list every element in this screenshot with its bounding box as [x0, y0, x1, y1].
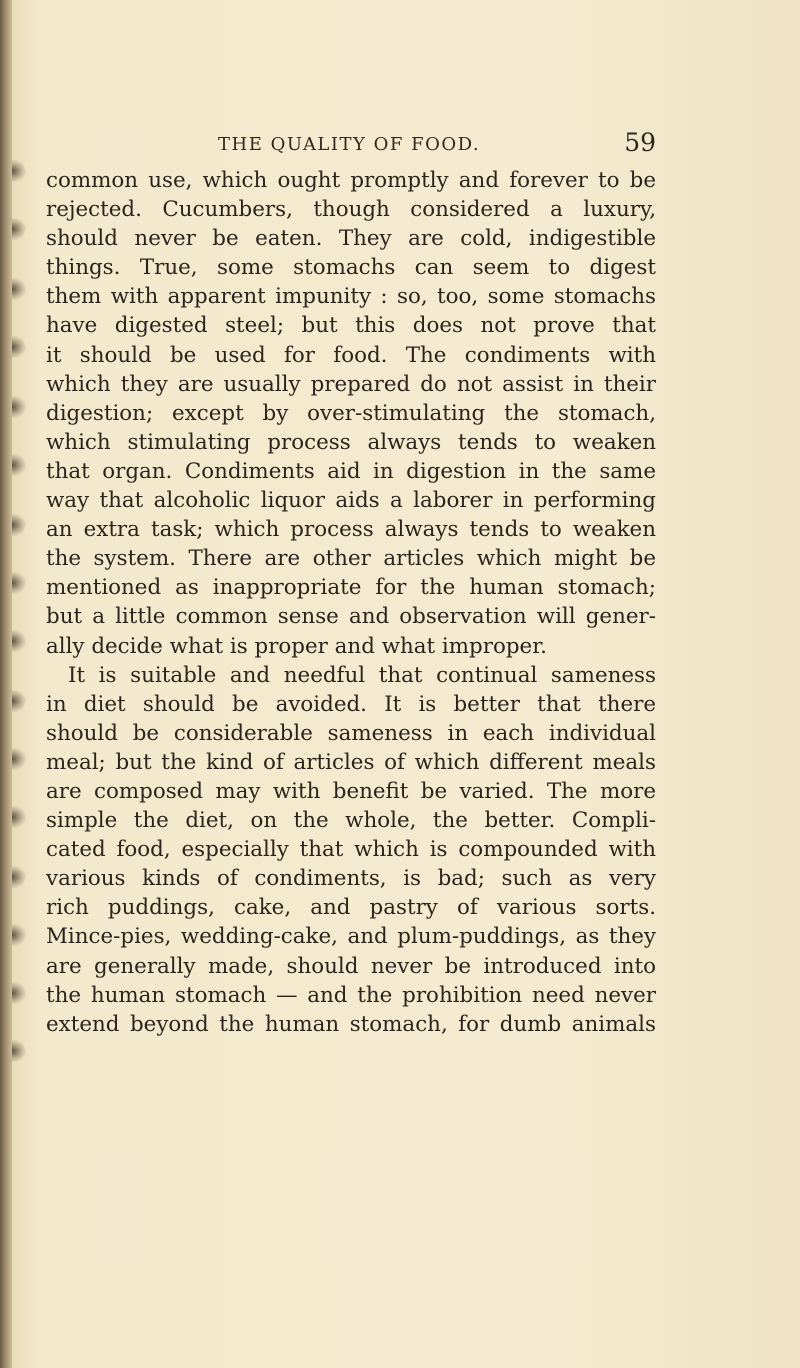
- text-line: cated food, especially that which is compounded with: [46, 837, 656, 863]
- text-line: which they are usually prepared do not assist in their: [46, 371, 656, 397]
- text-line: it should be used for food. The condiments with: [46, 342, 656, 368]
- text-line: in diet should be avoided. It is better that there: [46, 691, 656, 717]
- text-line: are generally made, should never be introduced into: [46, 953, 656, 979]
- text-line: meal; but the kind of articles of which different meals: [46, 749, 656, 775]
- text-line: ally decide what is proper and what improper.: [46, 633, 547, 659]
- page-gutter: [0, 0, 12, 1368]
- text-line: rich puddings, cake, and pastry of various sorts.: [46, 895, 656, 921]
- text-line: Mince-pies, wedding-cake, and plum-puddings, as they: [46, 924, 656, 950]
- text-line: have digested steel; but this does not prove that: [46, 313, 656, 339]
- text-line: the system. There are other articles which might be: [46, 546, 656, 572]
- text-line: mentioned as inappropriate for the human stomach;: [46, 575, 656, 601]
- text-line: common use, which ought promptly and forever to be: [46, 168, 656, 193]
- text-line: digestion; except by over-stimulating the stomach,: [46, 400, 656, 426]
- text-line: various kinds of condiments, is bad; such as very: [46, 866, 656, 892]
- text-line: should be considerable sameness in each individual: [46, 720, 656, 746]
- text-line: which stimulating process always tends to weaken: [46, 429, 656, 455]
- text-line: things. True, some stomachs can seem to digest: [46, 255, 656, 281]
- text-line: rejected. Cucumbers, though considered a luxury,: [46, 197, 656, 223]
- body-text: [46, 166, 656, 1039]
- page-header: [218, 128, 656, 164]
- running-title: THE QUALITY OF FOOD.: [218, 134, 481, 155]
- text-line: but a little common sense and observation will gener-: [46, 604, 656, 630]
- text-line: are composed may with benefit be varied. The more: [46, 778, 656, 804]
- text-line: the human stomach — and the prohibition need never: [46, 982, 656, 1008]
- text-line: an extra task; which process always tends to weaken: [46, 517, 656, 543]
- text-line: that organ. Condiments aid in digestion in the same: [46, 458, 656, 484]
- text-line: way that alcoholic liquor aids a laborer in performing: [46, 488, 656, 514]
- text-line: It is suitable and needful that continual sameness: [68, 662, 656, 688]
- binding-shadow: [12, 160, 28, 1160]
- page-number: 59: [624, 128, 656, 157]
- text-line: should never be eaten. They are cold, indigestible: [46, 226, 656, 252]
- text-line: extend beyond the human stomach, for dumb animals: [46, 1011, 656, 1037]
- text-line: them with apparent impunity : so, too, some stomachs: [46, 284, 656, 310]
- text-line: simple the diet, on the whole, the better. Compli-: [46, 808, 656, 834]
